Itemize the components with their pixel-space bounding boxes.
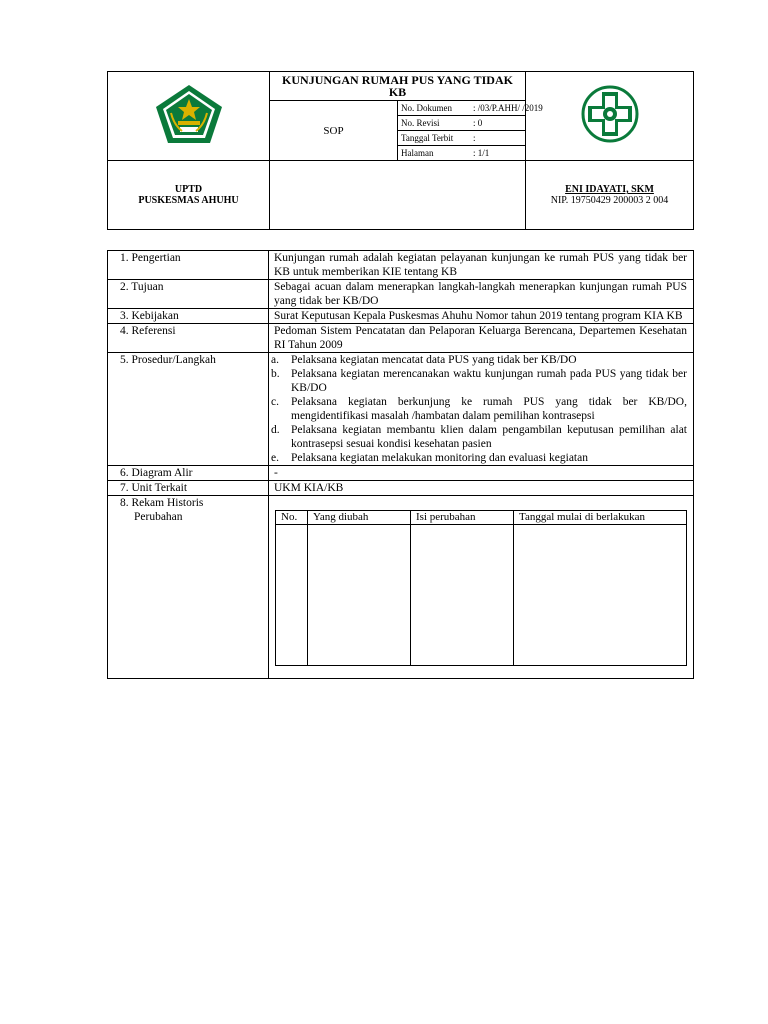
- row-diagram: [108, 466, 694, 481]
- org-line-2: PUSKESMAS AHUHU: [138, 195, 239, 206]
- procedure-step: c. Pelaksana kegiatan berkunjung ke rumah PUS yang tidak ber KB/DO, mengidentifikasi masalah /hambatan dalam pemilihan kontrasepsi: [271, 396, 687, 422]
- procedure-step: a. Pelaksana kegiatan mencatat data PUS yang tidak ber KB/DO: [271, 354, 577, 366]
- revision-history-table: [275, 510, 687, 666]
- label-rekam: [108, 496, 269, 679]
- sop-content-table: [107, 250, 694, 679]
- procedure-step: d. Pelaksana kegiatan membantu klien dalam pengambilan keputusan pemilihan alat kontrasepsi sesuai kondisi kesehatan pasien: [271, 424, 687, 450]
- revision-empty-row: [276, 525, 687, 666]
- text-referensi: Pedoman Sistem Pencatatan dan Pelaporan Keluarga Berencana, Departemen Kesehatan RI Tahun 2009: [269, 324, 694, 353]
- label-pengertian: 1. Pengertian: [108, 251, 269, 280]
- text-pengertian: Kunjungan rumah adalah kegiatan pelayanan kunjungan ke rumah PUS yang tidak ber KB untuk memberikan KIE tentang KB: [269, 251, 694, 280]
- ministry-emblem-icon: [154, 83, 224, 145]
- signature-block: [526, 161, 694, 230]
- signer-name: ENI IDAYATI, SKM: [565, 184, 654, 195]
- label-referensi: 4. Referensi: [108, 324, 269, 353]
- meta-revision: No. Revisi : 0: [398, 116, 526, 131]
- row-referensi: [108, 324, 694, 353]
- label-prosedur: 5. Prosedur/Langkah: [108, 353, 269, 466]
- document-title: KUNJUNGAN RUMAH PUS YANG TIDAK KB: [270, 72, 526, 101]
- col-no: No.: [276, 511, 308, 525]
- signer-nip: NIP. 19750429 200003 2 004: [550, 195, 669, 206]
- row-kebijakan: [108, 309, 694, 324]
- col-yang-diubah: Yang diubah: [308, 511, 411, 525]
- label-rekam-line2: Perubahan: [134, 511, 183, 523]
- puskesmas-cross-icon: [580, 84, 640, 144]
- revision-header-row: [276, 511, 687, 525]
- procedure-step: b. Pelaksana kegiatan merencanakan waktu kunjungan rumah pada PUS yang tidak ber KB/DO: [271, 368, 687, 394]
- text-tujuan: Sebagai acuan dalam menerapkan langkah-langkah menerapkan kunjungan rumah PUS yang tidak ber KB/DO: [269, 280, 694, 309]
- text-diagram: -: [269, 466, 694, 481]
- revision-history-cell: [269, 496, 694, 679]
- meta-document-number: No. Dokumen : /03/P.AHH/ /2019: [398, 101, 526, 116]
- col-isi-perubahan: Isi perubahan: [411, 511, 514, 525]
- col-tanggal: Tanggal mulai di berlakukan: [514, 511, 687, 525]
- sop-label: SOP: [270, 101, 398, 161]
- right-logo-cell: [526, 72, 694, 161]
- sop-header-table: [107, 71, 694, 230]
- meta-issue-date: Tanggal Terbit :: [398, 131, 526, 146]
- label-diagram: 6. Diagram Alir: [108, 466, 269, 481]
- blank-center-cell: [270, 161, 526, 230]
- label-tujuan: 2. Tujuan: [108, 280, 269, 309]
- row-pengertian: [108, 251, 694, 280]
- left-logo-cell: [108, 72, 270, 161]
- procedure-step: e. Pelaksana kegiatan melakukan monitoring dan evaluasi kegiatan: [271, 452, 588, 464]
- row-rekam: [108, 496, 694, 679]
- label-kebijakan: 3. Kebijakan: [108, 309, 269, 324]
- organization-name: [108, 161, 270, 230]
- org-line-1: UPTD: [174, 184, 203, 195]
- meta-page: Halaman : 1/1: [398, 146, 526, 161]
- label-unit: 7. Unit Terkait: [108, 481, 269, 496]
- text-unit: UKM KIA/KB: [269, 481, 694, 496]
- label-rekam-line1: 8. Rekam Historis: [120, 497, 204, 509]
- row-unit: [108, 481, 694, 496]
- text-kebijakan: Surat Keputusan Kepala Puskesmas Ahuhu Nomor tahun 2019 tentang program KIA KB: [269, 309, 694, 324]
- row-tujuan: [108, 280, 694, 309]
- procedure-steps: [269, 353, 694, 466]
- row-prosedur: [108, 353, 694, 466]
